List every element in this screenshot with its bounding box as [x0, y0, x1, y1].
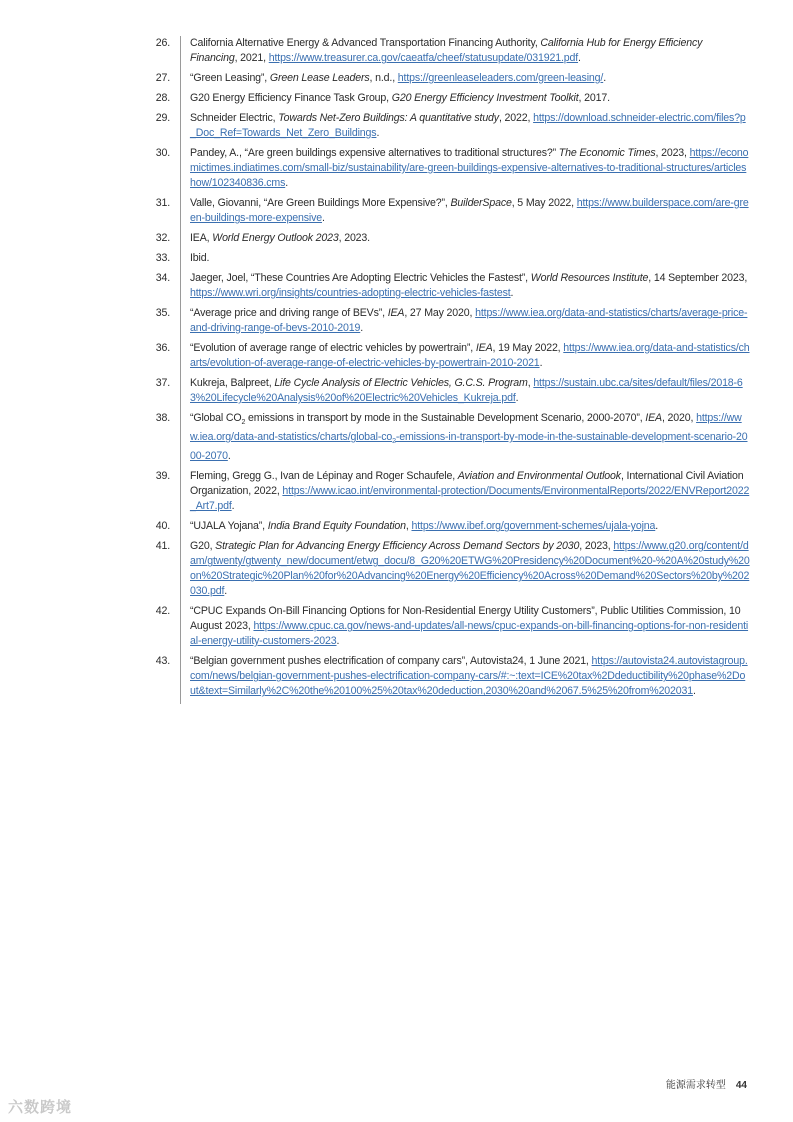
reference-segment: IEA,	[190, 232, 213, 244]
reference-title: Life Cycle Analysis of Electric Vehicles, G.C.S. Program	[274, 377, 528, 389]
reference-segment: .	[224, 585, 228, 598]
reference-segment: G20 Energy Efficiency Finance Task Group,	[190, 92, 392, 104]
reference-text	[190, 654, 750, 699]
reference-item	[140, 654, 750, 699]
reference-segment: emissions in transport by mode in the Sustainable Development Scenario, 2000-2070”,	[245, 412, 646, 424]
watermark-logo: 六数跨境	[8, 1099, 73, 1116]
reference-segment: Pandey, A., “Are green buildings expensive alternatives to traditional structures?”	[190, 147, 559, 159]
reference-segment: .	[655, 520, 659, 533]
reference-number: 30.	[155, 147, 170, 159]
reference-link[interactable]: https://www.iea.org/data-and-statistics/charts/evolution-of-average-range-of-electric-vehicles-by-powertrain-2010-2021	[190, 342, 750, 369]
reference-segment: , 2022,	[498, 112, 534, 124]
reference-segment: , 2023,	[579, 540, 614, 553]
reference-item	[140, 71, 750, 86]
reference-number: 39.	[155, 470, 170, 483]
reference-link[interactable]: https://www.g20.org/content/dam/gtwenty/gtwenty_new/document/etwg_docu/8_G20%20ETWG%20Presidency%20Document%20-%20A%20study%20on%20Strategic%20Plan%20for%20Advancing%20Energy%20Efficiency%20Across%20Demand%20Sectors%20by%202030.pdf	[190, 540, 750, 598]
reference-text	[190, 341, 750, 371]
reference-text	[190, 411, 750, 464]
reference-number: 33.	[155, 252, 170, 264]
reference-title: World Resources Institute	[530, 272, 649, 284]
reference-segment: Fleming, Gregg G., Ivan de Lépinay and Roger Schaufele,	[190, 470, 458, 483]
reference-title: Aviation and Environmental Outlook	[457, 470, 621, 483]
reference-title: World Energy Outlook 2023	[212, 232, 339, 244]
reference-title: IEA	[387, 307, 405, 319]
reference-number: 35.	[155, 307, 170, 319]
reference-title: BuilderSpace	[450, 197, 512, 209]
reference-text	[190, 91, 750, 106]
reference-title: The Economic Times	[558, 147, 656, 159]
reference-item	[140, 604, 750, 649]
reference-text	[190, 271, 750, 301]
reference-title: Green Lease Leaders	[269, 72, 370, 84]
reference-item	[140, 306, 750, 336]
reference-link[interactable]: -emissions-in-transport-by-mode-in-the-sustainable-development-scenario-2000-2070	[190, 431, 748, 463]
reference-text	[190, 251, 750, 266]
reference-segment: , International Civil Aviation Organization, 2022,	[190, 470, 744, 498]
reference-list	[140, 36, 750, 704]
reference-number: 42.	[155, 605, 170, 618]
reference-title: India Brand Equity Foundation	[267, 520, 406, 533]
reference-segment: G20,	[190, 540, 216, 553]
reference-text	[190, 539, 750, 599]
reference-link[interactable]: https://sustain.ubc.ca/sites/default/files/2018-63%20Lifecycle%20Analysis%20of%20Electric%20Vehicles_Kukreja.pdf	[190, 377, 743, 404]
reference-segment: .	[321, 212, 325, 224]
reference-text	[190, 376, 750, 406]
reference-segment: , 2023,	[655, 147, 690, 159]
reference-segment: .	[376, 127, 380, 139]
reference-segment: .	[515, 392, 519, 404]
reference-item	[140, 341, 750, 371]
footer-section-title: 能源需求转型	[665, 1080, 726, 1091]
reference-segment: .	[231, 500, 235, 513]
reference-link[interactable]: https://www.icao.int/environmental-protection/Documents/EnvironmentalReports/2022/ENVReport2022_Art7.pdf	[190, 485, 750, 513]
reference-link[interactable]: https://www.ibef.org/government-schemes/ujala-yojna	[411, 520, 656, 533]
reference-text	[190, 36, 750, 66]
link-subscript: 2	[392, 438, 396, 446]
reference-number: 29.	[155, 112, 170, 124]
reference-segment: .	[360, 322, 364, 334]
reference-title: IEA	[475, 342, 493, 354]
reference-text	[190, 146, 750, 191]
reference-link[interactable]: https://www.wri.org/insights/countries-adopting-electric-vehicles-fastest	[190, 287, 511, 299]
reference-item	[140, 196, 750, 226]
reference-segment: Ibid.	[190, 252, 210, 264]
reference-link[interactable]: https://www.iea.org/data-and-statistics/charts/global-co	[190, 412, 742, 444]
reference-segment: “Evolution of average range of electric vehicles by powertrain”,	[190, 342, 476, 354]
reference-title: IEA	[645, 412, 662, 424]
reference-item	[140, 539, 750, 599]
page-number: 44	[735, 1080, 747, 1091]
reference-link[interactable]: https://www.treasurer.ca.gov/caeatfa/cheef/statusupdate/031921.pdf	[268, 52, 579, 64]
reference-item	[140, 91, 750, 106]
reference-text	[190, 469, 750, 514]
reference-text	[190, 196, 750, 226]
reference-segment: .	[510, 287, 514, 299]
reference-title: California Hub for Energy Efficiency Financing	[190, 37, 703, 64]
reference-segment: .	[336, 635, 340, 648]
reference-number: 41.	[155, 540, 170, 553]
reference-segment: ,	[405, 520, 412, 533]
reference-segment: .	[285, 177, 289, 189]
reference-segment: Jaeger, Joel, “These Countries Are Adopting Electric Vehicles the Fastest”,	[190, 272, 531, 284]
reference-link[interactable]: https://download.schneider-electric.com/files?p_Doc_Ref=Towards_Net_Zero_Buildings	[190, 112, 746, 139]
reference-segment: ,	[527, 377, 534, 389]
reference-title: G20 Energy Efficiency Investment Toolkit	[391, 92, 579, 104]
reference-link[interactable]: https://www.iea.org/data-and-statistics/charts/average-price-and-driving-range-of-bevs-2010-2019	[190, 307, 748, 334]
reference-number: 40.	[155, 520, 170, 533]
reference-title: Strategic Plan for Advancing Energy Efficiency Across Demand Sectors by 2030	[215, 540, 580, 553]
reference-number: 26.	[155, 37, 170, 49]
reference-item	[140, 251, 750, 266]
reference-segment: , 14 September 2023,	[648, 272, 748, 284]
reference-text	[190, 604, 750, 649]
reference-title: Towards Net-Zero Buildings: A quantitative study	[278, 112, 499, 124]
reference-item	[140, 469, 750, 514]
reference-segment: , n.d.,	[369, 72, 398, 84]
reference-segment: “Green Leasing”,	[190, 72, 270, 84]
reference-text	[190, 306, 750, 336]
reference-item	[140, 146, 750, 191]
reference-segment: .	[603, 72, 606, 84]
reference-segment: , 2023.	[338, 232, 370, 244]
reference-segment: .	[539, 357, 543, 369]
reference-segment: , 27 May 2020,	[404, 307, 476, 319]
reference-segment: .	[693, 685, 696, 698]
reference-number: 32.	[155, 232, 170, 244]
reference-segment: , 2021,	[234, 52, 269, 64]
reference-segment: California Alternative Energy & Advanced Transportation Financing Authority,	[190, 37, 541, 49]
reference-segment: “Belgian government pushes electrification of company cars”, Autovista24, 1 June 2021,	[190, 655, 592, 668]
reference-segment: .	[578, 52, 581, 64]
reference-number: 31.	[155, 197, 170, 209]
reference-item	[140, 231, 750, 246]
reference-segment: Valle, Giovanni, “Are Green Buildings More Expensive?”,	[190, 197, 451, 209]
reference-segment: “CPUC Expands On-Bill Financing Options for Non-Residential Energy Utility Customers”, Public Utilities Commission, 10 August 2023,	[190, 605, 741, 633]
reference-item	[140, 411, 750, 464]
reference-number: 37.	[155, 377, 170, 389]
reference-number: 27.	[155, 72, 170, 84]
reference-item	[140, 271, 750, 301]
reference-segment: , 2017.	[578, 92, 610, 104]
reference-segment: , 2020,	[661, 412, 697, 424]
reference-segment: .	[227, 450, 231, 463]
reference-number: 38.	[155, 412, 170, 424]
reference-segment: , 19 May 2022,	[492, 342, 564, 354]
reference-link[interactable]: https://www.builderspace.com/are-green-buildings-more-expensive	[190, 197, 749, 224]
reference-link[interactable]: https://economictimes.indiatimes.com/small-biz/sustainability/are-green-buildings-expensive-alternatives-to-traditional-structures/articleshow/102340836.cms	[190, 147, 749, 189]
reference-link[interactable]: https://greenleaseleaders.com/green-leasing/	[397, 72, 604, 84]
reference-text	[190, 71, 750, 86]
reference-number: 36.	[155, 342, 170, 354]
reference-segment: Schneider Electric,	[190, 112, 279, 124]
reference-text	[190, 231, 750, 246]
reference-segment: , 5 May 2022,	[511, 197, 577, 209]
reference-item	[140, 519, 750, 534]
reference-segment: “UJALA Yojana”,	[190, 520, 268, 533]
subscript: 2	[241, 419, 246, 427]
reference-item	[140, 111, 750, 141]
reference-item	[140, 376, 750, 406]
reference-number: 34.	[155, 272, 170, 284]
reference-segment: Kukreja, Balpreet,	[190, 377, 275, 389]
reference-number: 28.	[155, 92, 170, 104]
reference-number: 43.	[155, 655, 170, 668]
reference-item	[140, 36, 750, 66]
reference-text	[190, 111, 750, 141]
reference-link[interactable]: https://autovista24.autovistagroup.com/news/belgian-government-pushes-electrification-company-cars/#:~:text=ICE%20tax%2Ddeductibility%20phase%2Dout&text=Similarly%2C%20the%20100%25%20tax%20deduction,2030%20and%2067.5%25%20from%202031	[190, 655, 748, 698]
reference-segment: “Global CO	[190, 412, 242, 424]
reference-text	[190, 519, 750, 534]
page-footer	[666, 1076, 747, 1091]
reference-link[interactable]: https://www.cpuc.ca.gov/news-and-updates/all-news/cpuc-expands-on-bill-financing-options-for-non-residential-energy-utility-customers-2023	[190, 620, 749, 648]
reference-segment: “Average price and driving range of BEVs”,	[190, 307, 388, 319]
